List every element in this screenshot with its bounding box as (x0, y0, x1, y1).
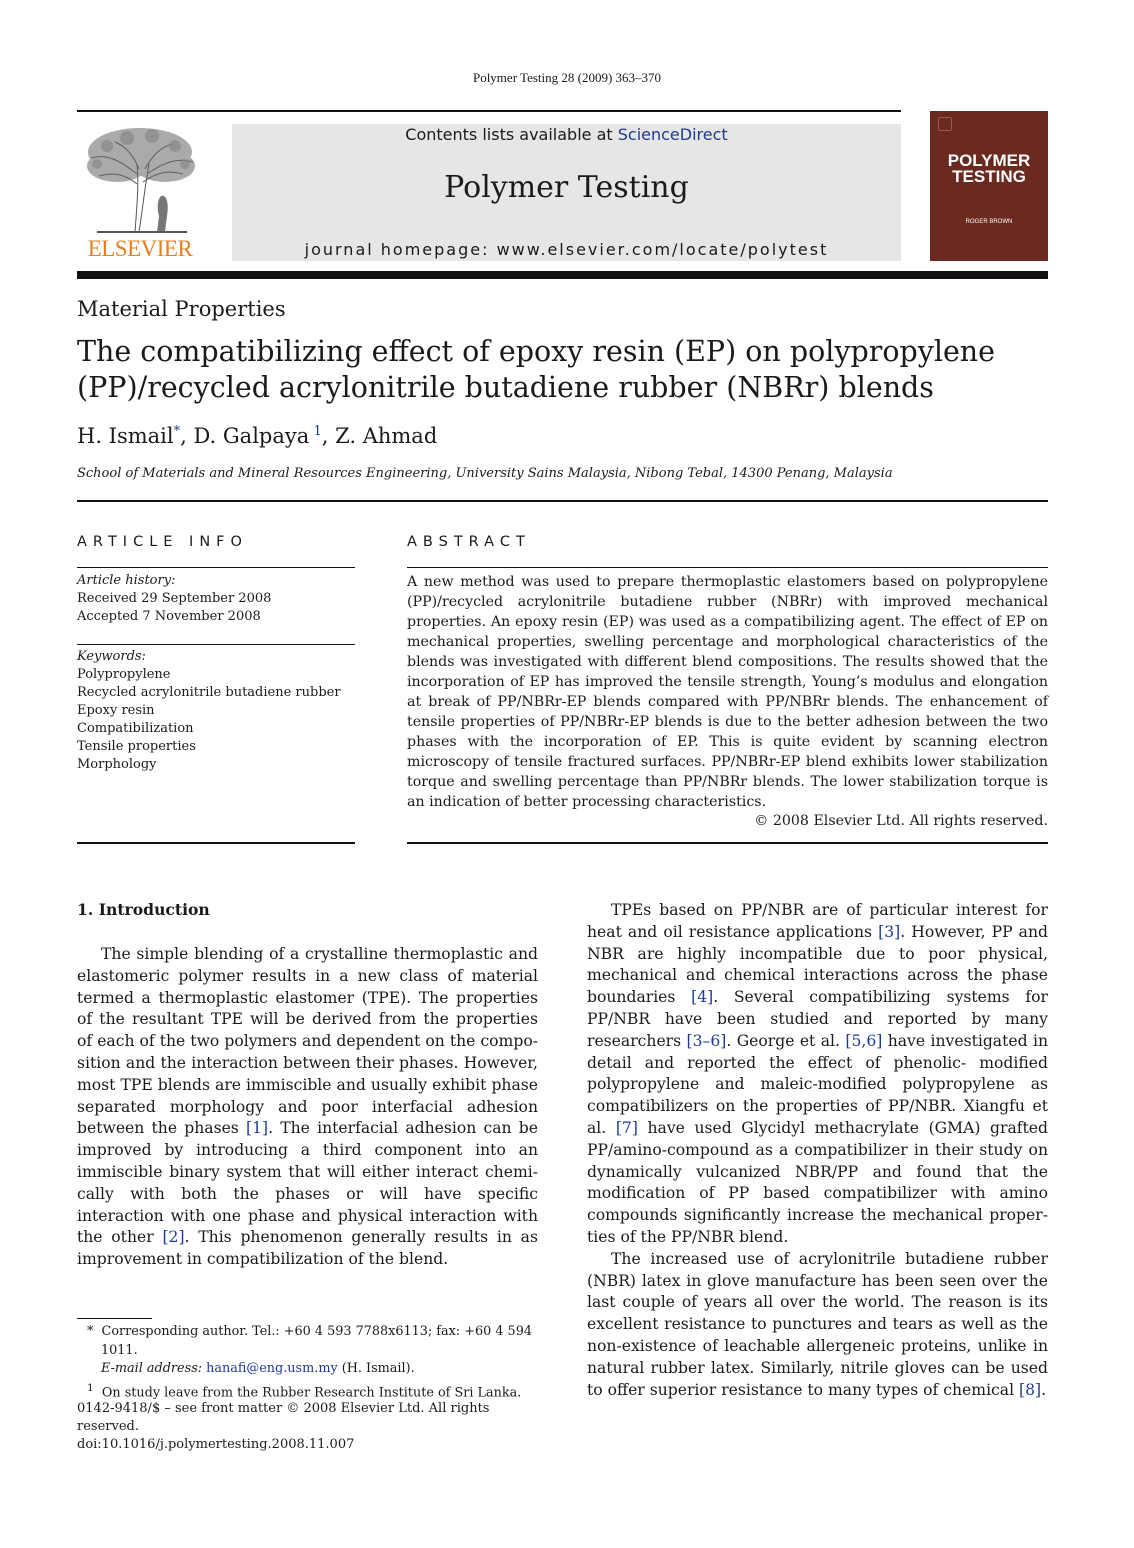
contents-prefix: Contents lists available at (405, 125, 618, 144)
footnote-text: Corresponding author. Tel.: +60 4 593 7788x6113; fax: +60 4 594 1011. (101, 1324, 532, 1358)
article-title: The compatibilizing effect of epoxy resin (EP) on polypropylene (PP)/recycled acrylonitrile butadiene rubber (NBRr) blends (77, 335, 996, 404)
keyword: Polypropylene (77, 667, 171, 682)
info-rule (77, 644, 355, 645)
body-text-run: . George et al. (726, 1031, 846, 1050)
body-paragraph (587, 900, 1048, 1249)
footnote-mark: * (87, 1324, 94, 1339)
body-text-run: have investigated in detail and reported the effect of phenolic- modified polypropylene and maleic-modified polypropylene as compatibilizers on the properties of PP/NBR. Xiangfu et al. (587, 1031, 1048, 1137)
author-name: Z. Ahmad (335, 424, 438, 448)
reference-link[interactable]: [2] (162, 1228, 185, 1247)
keyword: Recycled acrylonitrile butadiene rubber (77, 685, 341, 700)
footnotes (77, 1323, 547, 1402)
body-text-run: TPEs based on PP/NBR are of particular interest for heat and oil resistance applications (587, 901, 1048, 941)
body-text-run: . (1041, 1380, 1047, 1399)
reference-link[interactable]: [1] (246, 1119, 269, 1138)
doi-line[interactable]: doi:10.1016/j.polymertesting.2008.11.007 (77, 1437, 355, 1452)
body-text-run: . This phenomenon generally results in as improvement in compatibilization of the blend. (77, 1228, 538, 1269)
body-column-right (587, 900, 1048, 1401)
body-paragraph (77, 944, 538, 1271)
author-mark[interactable]: * (173, 424, 181, 439)
cover-editor: ROGER BROWN (965, 219, 1013, 225)
reference-link[interactable]: [4] (691, 988, 714, 1007)
keyword: Epoxy resin (77, 703, 155, 718)
body-text-run: The increased use of acrylonitrile butadiene rubber (NBR) latex in glove manufacture has been seen over the last couple of years all over the world. The reason is its excellent resistance to punctures and tears as well as the non-existence of leachable allergeneic proteins, unlike in natural rubber latex. Similarly, nitrile gloves can be used to offer superior resistance to many types of chemical (587, 1249, 1048, 1399)
body-column-left (77, 944, 538, 1271)
author-separator: , (321, 424, 336, 448)
top-rule (77, 110, 901, 112)
keywords-label: Keywords: (77, 649, 146, 664)
cover-emblem-icon (938, 117, 952, 131)
author-separator: , (180, 424, 194, 448)
reference-link[interactable]: [7] (615, 1118, 638, 1137)
email-link[interactable]: hanafi@eng.usm.my (206, 1361, 338, 1376)
tree-logo-icon (77, 124, 203, 236)
elsevier-logo (77, 124, 203, 262)
journal-masthead (232, 124, 901, 261)
affiliation: School of Materials and Mineral Resources Engineering, University Sains Malaysia, Nibong Tebal, 14300 Penang, Malaysia (77, 466, 893, 481)
accepted-date: Accepted 7 November 2008 (77, 609, 261, 624)
masthead-rule (77, 271, 1048, 279)
info-rule (77, 842, 355, 844)
journal-homepage[interactable]: journal homepage: www.elsevier.com/locate/polytest (304, 240, 829, 259)
body-text-run: . The interfacial adhesion can be improved by introducing a third component into an immiscible binary system that will either interact chemi-cally with both the phases or will have specific interaction with one phase and physical interaction with the other (77, 1119, 538, 1247)
journal-citation: Polymer Testing 28 (2009) 363–370 (472, 70, 662, 85)
contents-line (232, 124, 901, 144)
abstract-heading: ABSTRACT (407, 534, 531, 550)
cover-title: POLYMER TESTING (947, 151, 1031, 186)
author-name: H. Ismail (77, 424, 174, 448)
info-rule (77, 567, 355, 568)
history-label: Article history: (77, 573, 176, 588)
journal-name: Polymer Testing (444, 170, 689, 205)
header-rule (77, 500, 1048, 502)
body-text-run: have used Glycidyl methacrylate (GMA) grafted PP/amino-compound as a compatibilizer in their study on dynamically vulcanized NBR/PP and found that the modification of PP based compatibilizer with amino compounds significantly increase the mechanical proper-ties of the PP/NBR blend. (587, 1118, 1049, 1246)
elsevier-wordmark: ELSEVIER (87, 236, 193, 261)
section-label: Material Properties (77, 297, 286, 321)
keyword: Tensile properties (77, 739, 196, 754)
keywords (77, 648, 355, 774)
keyword: Morphology (77, 757, 157, 772)
issn-line: 0142-9418/$ – see front matter © 2008 Elsevier Ltd. All rights reserved. (77, 1401, 490, 1434)
body-paragraph (587, 1249, 1048, 1402)
footnote-mark: 1 (87, 1380, 94, 1394)
abstract-copyright: © 2008 Elsevier Ltd. All rights reserved. (754, 813, 1048, 829)
email-owner: (H. Ismail). (337, 1361, 415, 1376)
author-name: D. Galpaya (193, 424, 310, 448)
sciencedirect-link[interactable]: ScienceDirect (617, 125, 728, 144)
footnote-leave (77, 1379, 547, 1403)
author-mark[interactable]: 1 (313, 424, 322, 439)
reference-link[interactable]: [8] (1019, 1380, 1042, 1399)
email-label: E-mail address: (101, 1361, 203, 1376)
body-text-run: . Several compatibilizing systems for PP/NBR have been studied and reported by many researchers (587, 988, 1049, 1050)
reference-link[interactable]: [5,6] (845, 1031, 883, 1050)
reference-link[interactable]: [3] (878, 922, 901, 941)
author-list (77, 424, 437, 448)
keyword: Compatibilization (77, 721, 194, 736)
abstract-text: A new method was used to prepare thermoplastic elastomers based on polypropylene (PP)/recycled acrylonitrile butadiene rubber (NBRr) with improved mechanical properties. An epoxy resin (EP) was used as a compatibilizing agent. The effect of EP on mechanical properties, swelling percentage and morphological characteristics of the blends was investigated with different blend compositions. The results showed that the incorporation of EP has improved the tensile strength, Young’s modulus and elongation at break of PP/NBRr-EP blends compared with PP/NBRr blends. The enhancement of tensile properties of PP/NBRr-EP blends is due to the better adhesion between the two phases with the incorporation of EP. This is quite evident by scanning electron microscopy of tensile fractured surfaces. PP/NBRr-EP blend exhibits lower stabilization torque and swelling percentage than PP/NBRr blends. The lower stabilization torque is an indication of better processing characteristics. (407, 574, 1048, 810)
front-matter (77, 1400, 547, 1454)
footnote-corresponding (77, 1323, 547, 1379)
introduction-heading: 1. Introduction (77, 900, 210, 919)
abstract-rule (407, 842, 1048, 844)
journal-cover (930, 111, 1048, 261)
footnote-rule (77, 1318, 152, 1319)
reference-link[interactable]: [3–6] (686, 1031, 727, 1050)
body-text-run: The simple blending of a crystalline thermoplastic and elastomeric polymer results in a new class of material termed a thermoplastic elastomer (TPE). The properties of the resultant TPE will be derived from the properties of each of the two polymers and dependent on the compo-sition and the interaction between their phases. However, most TPE blends are immiscible and usually exhibit phase separated morphology and poor interfacial adhesion between the phases (77, 945, 538, 1138)
footnote-text: On study leave from the Rubber Research Institute of Sri Lanka. (101, 1384, 522, 1400)
article-info-heading: ARTICLE INFO (77, 534, 248, 550)
received-date: Received 29 September 2008 (77, 591, 272, 606)
article-history (77, 572, 355, 626)
abstract-rule (407, 567, 1048, 568)
body-text-run: . However, PP and NBR are highly incompatible due to poor physical, mechanical and chemical interactions across the phase boundaries (587, 922, 1048, 1007)
